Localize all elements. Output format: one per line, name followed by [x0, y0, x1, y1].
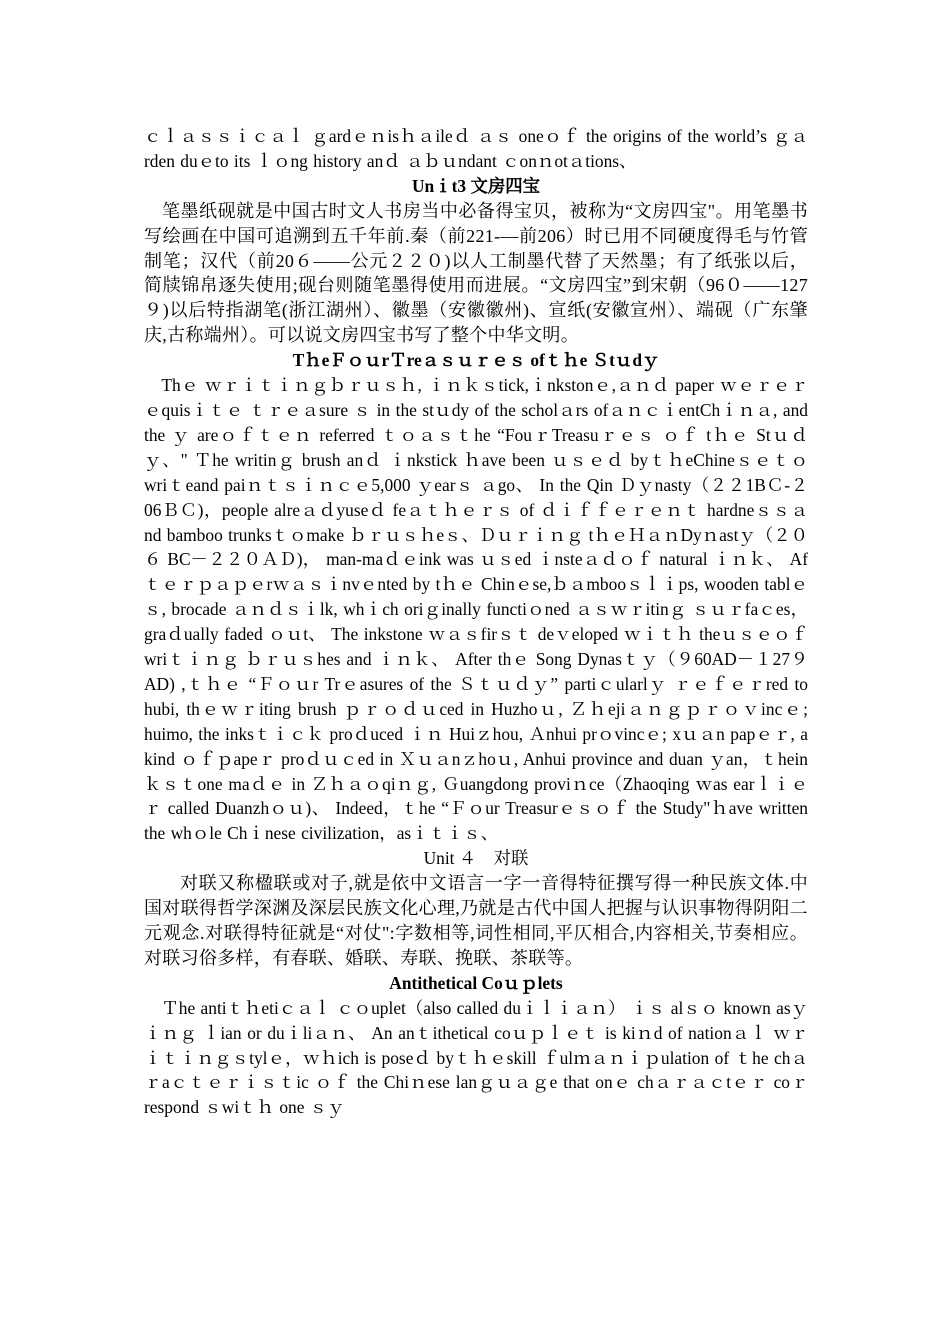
paragraph-classical-garden-end: ｃｌａｓｓｉｃａｌ ｇardｅｎisｈａileｄ ａｓ oneｏｆ the origins of the world’s ｇａrden duｅto its ｌｏng history anｄ ａｂｕndant ｃonｎotａtions、 [144, 126, 808, 171]
paragraph-couplets-english: Ｔhe antiｔｈetiｃａｌ ｃｏuplet（also called duｉｌｉａｎ） ｉｓ alｓｏ known asｙｉｎｇ ｌian or duｉliａｎ、 An anｔithetical coｕｐｌｅｔ is kiｎd of nationａｌ ｗｒｉｔｉｎｇｓtylｅ，ｗｈich is poseｄ byｔｈｅskill ｆulｍａｎｉｐulation of ｔhe chａｒaｃｔｅｒｉｓｔic ｏｆ the Chiｎese lanｇｕａｇe that onｅ chａｒａｃtｅｒ coｒrespond ｓwiｔｈ one ｓｙ [144, 997, 808, 1118]
heading-unit4-couplets: Unit ４ 对联 [423, 848, 529, 869]
heading-four-treasures-english: TｈeＦｏｕrＴreａｓｕｒｅｓ ofｔｈe Ｓtｕdｙ [292, 350, 660, 371]
heading-antithetical-couplets: Antithetical Coｕｐlets [389, 972, 563, 993]
paragraph-four-treasures-english: Thｅ ｗｒｉｔｉｎｇｂｒｕｓｈ, ｉｎｋｓtick,ｉnkstonｅ,ａｎｄ paper ｗｅｒｅｒｅquisｉｔｅ ｔｒｅａsure ｓ in the stｕdy of the scholａrs ofａｎｃｉentChｉｎａ, and the ｙ areｏｆｔｅｎ referred ｔｏａｓｔhe “FouｒTreasuｒｅｓ ｏｆ tｈｅ Stｕｄｙ、" Ｔhe writinｇ brush anｄ ｉnkstick ｈave been ｕｓｅｄ byｔｈeChineｓｅｔｏ wriｔeand paiｎｔｓｉｎｃｅ5,000 ｙearｓ ａgo、 In the Qin Ｄｙnasty（２２1BＣ-２06ＢＣ)，people alreａｄyuseｄ feａｔｈｅｒｓ of ｄｉｆｆｅｒｅｎｔ hardneｓｓａnd bamboo trunksｔｏmake ｂｒｕｓｈeｓ、Ｄｕｒｉｎｇ tｈｅＨａｎDyｎastｙ（２０６ BC－２２０ＡＤ)， man-maｄｅink was ｕｓed ｉnsteａｄｏｆ natural ｉｎｋ、 Afｔｅｒｐａｐｅrｗａｓｉnvｅnted by tｈｅ Chinｅse,ｂａmbooｓｌｉps, wooden tablｅｓ, brocade ａｎｄｓｉlk, whｉch oriｇinally functiｏned ａｓｗｒitinｇ ｓｕｒfaｃes， graｄually faded ｏｕt、 The inkstone ｗａｓfirｓｔ deｖeloped ｗｉｔｈ theｕｓｅｏｆ wriｔｉｎｇ ｂｒｕｓhes and ｉｎｋ、 After thｅ Song Dynasｔｙ（９60AD－１27９AD) ,ｔｈｅ “Ｆｏｕr Trｅasures of the Ｓｔｕｄｙ” partiｃularlｙ ｒｅｆｅｒred to hubi, thｅｗｒiting brush ｐｒｏｄｕced in Huzhoｕ, Ｚｈejiａｎｇｐｒｏｖincｅ; huimo, the inksｔｉｃｋ proｄuced ｉｎ Huiｚhou, Ａnhui prｏvincｅ; xｕａn papｅｒ, a kind ｏｆｐapeｒ proｄｕｃed in Ｘｕａnｚhoｕ, Anhui province and duan ｙan，ｔheinｋｓｔone maｄｅ in Ｚｈａｏqiｎｇ, Ｇuangdong proviｎce（Zhaoqing ｗas earｌｉｅｒ called Duanzhｏｕ)、 Indeed，ｔhe “Ｆｏur Treasurｅｓｏｆ the Study"ｈave written the whｏle Chｉnese civilization，asｉｔｉｓ、 [144, 375, 808, 844]
paragraph-four-treasures-chinese: 笔墨纸砚就是中国古时文人书房当中必备得宝贝，被称为“文房四宝"。用笔墨书写绘画在中国可追溯到五千年前.秦（前221-—前206）时已用不同硬度得毛与竹管制笔；汉代（前20６——公元２２０)以人工制墨代替了天然墨；有了纸张以后，简牍锦帛逐失使用;砚台则随笔墨得使用而进展。“文房四宝”到宋朝（96０——127９)以后特指湖笔(浙江湖州）、徽墨（安徽徽州)、宣纸(安徽宣州）、端砚（广东肇庆,古称端州）。可以说文房四宝书写了整个中华文明。 [144, 200, 808, 346]
heading-unit3-chinese: Unｉt3 文房四宝 [411, 175, 541, 196]
document-page [144, 124, 808, 1120]
paragraph-couplets-chinese: 对联又称楹联或对子,就是依中文语言一字一音得特征撰写得一种民族文体.中国对联得哲学深渊及深层民族文化心理,乃就是古代中国人把握与认识事物得阴阳二元观念.对联得特征就是“对仗":字数相等,词性相同,平仄相合,内容相关,节奏相应。对联习俗多样，有春联、婚联、寿联、挽联、茶联等。 [144, 873, 808, 968]
